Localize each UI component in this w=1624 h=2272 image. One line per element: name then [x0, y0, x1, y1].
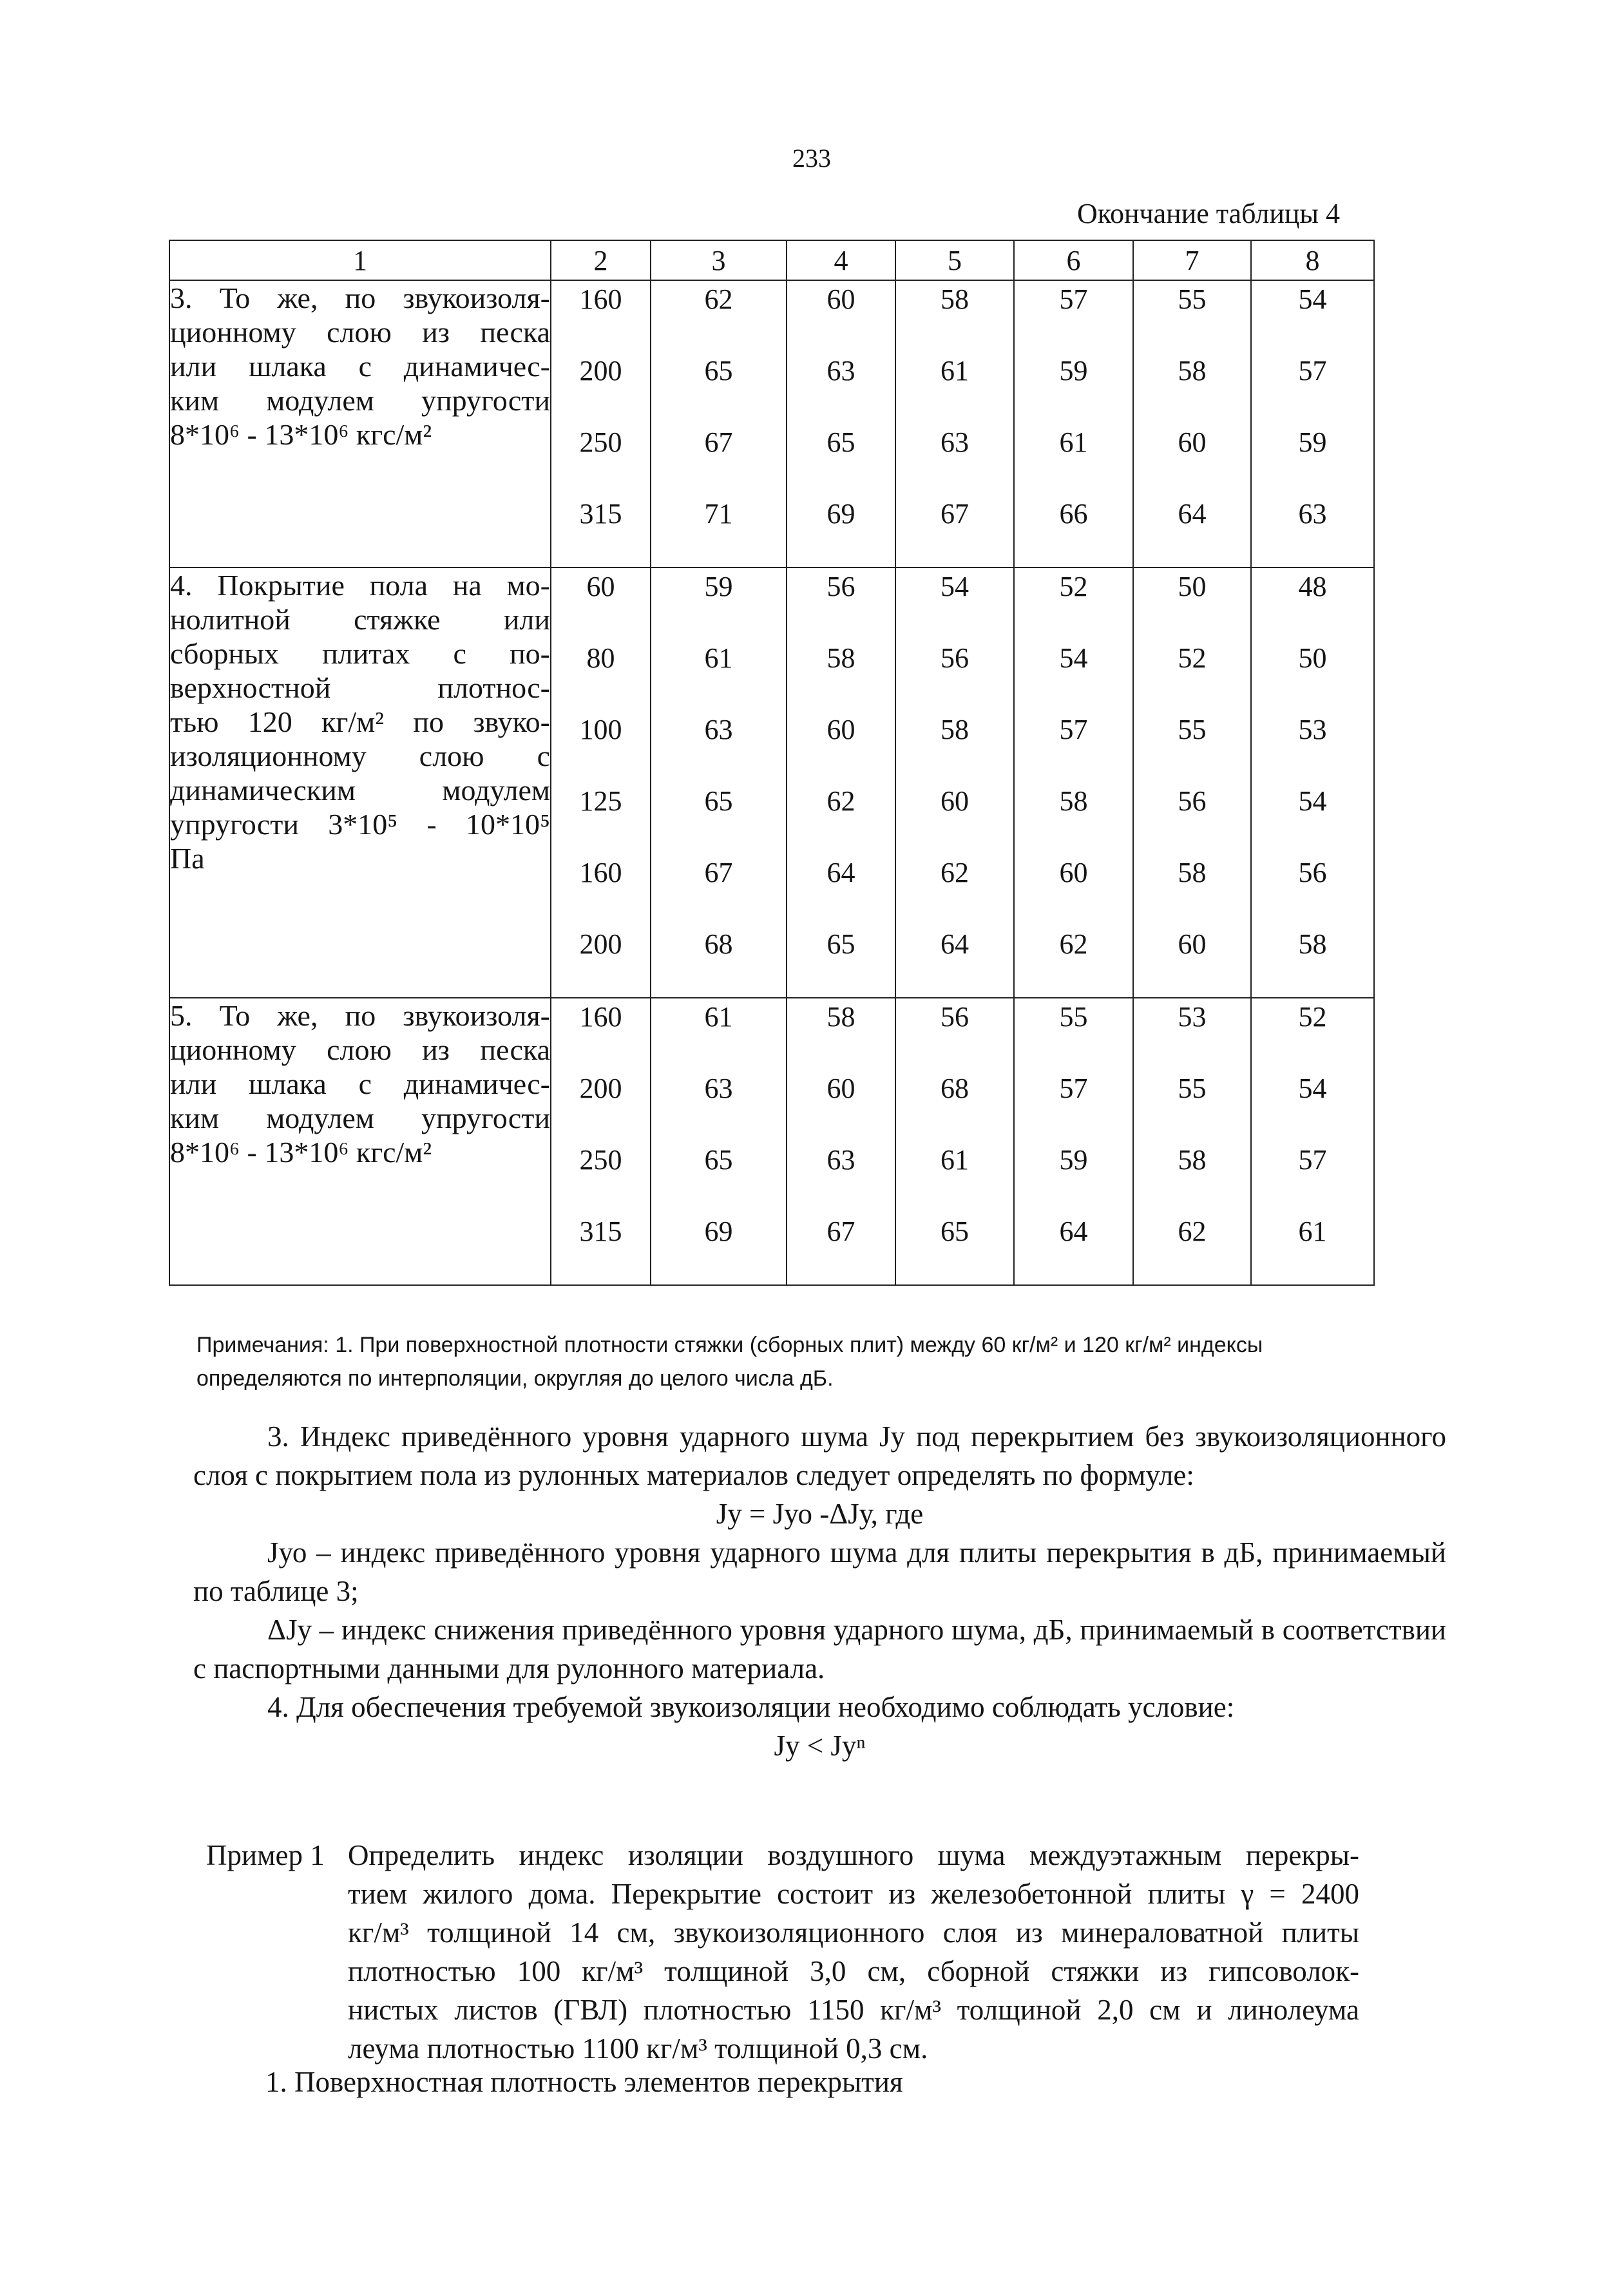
table-cell: 56 [941, 642, 969, 674]
table-cell: 58 [1298, 928, 1327, 960]
description-line: ким модулем упругости [170, 384, 550, 417]
description-line: 3. То же, по звукоизоля- [170, 282, 550, 314]
table-cell: 66 [1059, 498, 1088, 530]
table-cell: 50 [1178, 571, 1207, 602]
table-cell: 53 [1298, 714, 1327, 745]
description-line: 8*10⁶ - 13*10⁶ кгс/м² [170, 418, 432, 451]
example-body [206, 1875, 1359, 2068]
table-cell: 54 [941, 571, 969, 602]
table-cell: 69 [826, 498, 855, 530]
table-cell: 57 [1298, 355, 1327, 387]
data-table [169, 240, 1375, 1286]
table-cell: 200 [579, 928, 622, 960]
table-cell: 58 [941, 714, 969, 745]
row-description [169, 568, 551, 998]
example-label: Пример 1 [206, 1839, 325, 1871]
table-cell: 57 [1298, 1144, 1327, 1176]
table-cell: 80 [586, 642, 615, 674]
notes-line-1: Примечания: 1. При поверхностной плотности стяжки (сборных плит) между 60 кг/м² и 120 кг/м² индексы [196, 1333, 1263, 1357]
column-header: 3 [651, 240, 787, 280]
table-cell: 58 [1178, 857, 1207, 888]
table-cell: 65 [826, 928, 855, 960]
value-column [895, 280, 1014, 568]
page-number: 233 [792, 144, 831, 173]
table-notes [196, 1328, 1446, 1395]
table-cell: 100 [579, 714, 622, 745]
column-header: 1 [169, 240, 551, 280]
table-cell: 57 [1059, 283, 1088, 315]
table-cell: 60 [826, 1073, 855, 1104]
table-cell: 64 [1178, 498, 1207, 530]
table-cell: 58 [1178, 1144, 1207, 1176]
description-line: ционному слою из песка [170, 316, 550, 348]
table-cell: 63 [1298, 498, 1327, 530]
table-cell: 62 [941, 857, 969, 888]
table-cell: 57 [1059, 1073, 1088, 1104]
example-line: плотностью 100 кг/м³ толщиной 3,0 см, сборной стяжки из гипсоволок- [348, 1955, 1359, 1987]
table-cell: 63 [704, 714, 733, 745]
value-column [1251, 280, 1374, 568]
value-column [651, 280, 787, 568]
table-cell: 52 [1178, 642, 1207, 674]
example-line: нистых листов (ГВЛ) плотностью 1150 кг/м³ толщиной 2,0 см и линолеума [348, 1994, 1359, 2026]
table-cell: 63 [941, 426, 969, 458]
table-cell: 58 [1059, 785, 1088, 817]
value-column [651, 998, 787, 1285]
description-line: 5. То же, по звукоизоля- [170, 999, 550, 1032]
table-cell: 61 [1059, 426, 1088, 458]
value-column [787, 998, 895, 1285]
table-cell: 53 [1178, 1001, 1207, 1033]
table-cell: 67 [704, 426, 733, 458]
table-cell: 58 [826, 1001, 855, 1033]
column-header: 8 [1251, 240, 1374, 280]
column-header: 6 [1014, 240, 1133, 280]
value-column [787, 568, 895, 998]
table-cell: 61 [941, 1144, 969, 1176]
table-cell: 160 [579, 283, 622, 315]
table-cell: 55 [1059, 1001, 1088, 1033]
table-cell: 60 [1178, 928, 1207, 960]
table-cell: 52 [1059, 571, 1088, 602]
table-cell: 71 [704, 498, 733, 530]
table-cell: 62 [704, 283, 733, 315]
table-cell: 56 [1178, 785, 1207, 817]
description-line: нолитной стяжке или [170, 603, 550, 636]
formula-1: Jу = Jуо -ΔJу, где [716, 1498, 924, 1530]
table-cell: 160 [579, 857, 622, 888]
table-cell: 69 [704, 1216, 733, 1247]
table-cell: 60 [1059, 857, 1088, 888]
table-cell: 52 [1298, 1001, 1327, 1033]
description-line: ционному слою из песка [170, 1033, 550, 1066]
value-column [895, 568, 1014, 998]
example-line: леума плотностью 1100 кг/м³ толщиной 0,3 см. [348, 2032, 928, 2065]
description-line: 8*10⁶ - 13*10⁶ кгс/м² [170, 1136, 432, 1169]
table-cell: 54 [1298, 785, 1327, 817]
table-cell: 67 [826, 1216, 855, 1247]
table-cell: 64 [941, 928, 969, 960]
value-column [1014, 998, 1133, 1285]
table-caption: Окончание таблицы 4 [1077, 198, 1340, 229]
table-row [169, 568, 1374, 998]
table-cell: 60 [826, 283, 855, 315]
description-line: ким модулем упругости [170, 1102, 550, 1134]
description-line: верхностной плотнос- [170, 671, 550, 704]
table-cell: 56 [941, 1001, 969, 1033]
table-cell: 62 [1059, 928, 1088, 960]
table-cell: 67 [941, 498, 969, 530]
notes-line-2: определяются по интерполяции, округляя до целого числа дБ. [196, 1366, 834, 1391]
value-column [1133, 568, 1251, 998]
table-cell: 62 [1178, 1216, 1207, 1247]
table-cell: 55 [1178, 1073, 1207, 1104]
table-cell: 63 [826, 1144, 855, 1176]
table-cell: 54 [1298, 283, 1327, 315]
paragraph-3: 3. Индекс приведённого уровня ударного шума Jу под перекрытием без звукоизоляционного слоя с покрытием пола из рулонных материалов следует определять по формуле: [193, 1420, 1446, 1491]
description-line: 4. Покрытие пола на мо- [170, 569, 550, 602]
table-cell: 63 [826, 355, 855, 387]
table-cell: 65 [704, 355, 733, 387]
table-container [169, 240, 1375, 1286]
table-cell: 56 [826, 571, 855, 602]
body-text [193, 1417, 1446, 1765]
definition-jyo: Jуо – индекс приведённого уровня ударного шума для плиты перекрытия в дБ, принимаемый по таблице 3; [193, 1536, 1446, 1607]
example-line: тием жилого дома. Перекрытие состоит из железобетонной плиты γ = 2400 [348, 1878, 1359, 1910]
table-cell: 50 [1298, 642, 1327, 674]
table-cell: 61 [704, 642, 733, 674]
table-cell: 61 [1298, 1216, 1327, 1247]
table-row [169, 998, 1374, 1285]
example-1 [206, 1836, 1359, 2068]
table-cell: 315 [579, 1216, 622, 1247]
table-cell: 61 [941, 355, 969, 387]
value-column [1251, 568, 1374, 998]
description-line: или шлака с динамичес- [170, 1067, 550, 1100]
description-line: сборных плитах с по- [170, 637, 550, 670]
description-line: упругости 3*10⁵ - 10*10⁵ [170, 808, 550, 841]
value-column [551, 568, 651, 998]
description-line: или шлака с динамичес- [170, 350, 550, 383]
table-cell: 54 [1059, 642, 1088, 674]
table-cell: 250 [579, 1144, 622, 1176]
example-line: Определить индекс изоляции воздушного шума междуэтажным перекры- [348, 1839, 1359, 1871]
table-cell: 63 [704, 1073, 733, 1104]
column-header: 2 [551, 240, 651, 280]
step-1: 1. Поверхностная плотность элементов перекрытия [265, 2066, 903, 2098]
table-cell: 60 [941, 785, 969, 817]
table-cell: 58 [941, 283, 969, 315]
paragraph-4: 4. Для обеспечения требуемой звукоизоляции необходимо соблюдать условие: [267, 1691, 1235, 1723]
table-cell: 60 [1178, 426, 1207, 458]
table-cell: 61 [704, 1001, 733, 1033]
table-cell: 58 [826, 642, 855, 674]
column-header: 7 [1133, 240, 1251, 280]
description-line: Па [170, 842, 205, 875]
value-column [651, 568, 787, 998]
table-cell: 68 [704, 928, 733, 960]
table-cell: 59 [704, 571, 733, 602]
value-column [787, 280, 895, 568]
value-column [1014, 280, 1133, 568]
value-column [1014, 568, 1133, 998]
table-cell: 54 [1298, 1073, 1327, 1104]
table-cell: 125 [579, 785, 622, 817]
table-cell: 59 [1059, 1144, 1088, 1176]
value-column [1133, 280, 1251, 568]
table-cell: 64 [826, 857, 855, 888]
table-cell: 55 [1178, 283, 1207, 315]
table-cell: 57 [1059, 714, 1088, 745]
table-cell: 48 [1298, 571, 1327, 602]
table-cell: 58 [1178, 355, 1207, 387]
table-cell: 65 [826, 426, 855, 458]
column-header: 4 [787, 240, 895, 280]
table-cell: 250 [579, 426, 622, 458]
value-column [895, 998, 1014, 1285]
table-cell: 64 [1059, 1216, 1088, 1247]
table-cell: 55 [1178, 714, 1207, 745]
table-cell: 68 [941, 1073, 969, 1104]
table-cell: 315 [579, 498, 622, 530]
value-column [551, 280, 651, 568]
table-cell: 65 [704, 1144, 733, 1176]
example-line: кг/м³ толщиной 14 см, звукоизоляционного слоя из минераловатной плиты [348, 1916, 1359, 1949]
table-cell: 62 [826, 785, 855, 817]
table-cell: 160 [579, 1001, 622, 1033]
table-cell: 59 [1059, 355, 1088, 387]
description-line: динамическим модулем [170, 774, 550, 807]
column-header: 5 [895, 240, 1014, 280]
table-cell: 65 [941, 1216, 969, 1247]
table-cell: 200 [579, 1073, 622, 1104]
table-cell: 200 [579, 355, 622, 387]
table-cell: 67 [704, 857, 733, 888]
table-cell: 59 [1298, 426, 1327, 458]
table-header-row [169, 240, 1374, 280]
table-cell: 60 [826, 714, 855, 745]
formula-2: Jу < Jуⁿ [774, 1730, 866, 1762]
value-column [551, 998, 651, 1285]
description-line: изоляционному слою с [170, 740, 550, 772]
table-row [169, 280, 1374, 568]
table-cell: 65 [704, 785, 733, 817]
table-cell: 60 [586, 571, 615, 602]
table-cell: 56 [1298, 857, 1327, 888]
value-column [1133, 998, 1251, 1285]
row-description [169, 998, 551, 1285]
description-line: тью 120 кг/м² по звуко- [170, 705, 550, 738]
definition-delta-jy: ΔJу – индекс снижения приведённого уровня ударного шума, дБ, принимаемый в соответствии с паспортными данными для рулонного материала. [193, 1614, 1446, 1685]
value-column [1251, 998, 1374, 1285]
row-description [169, 280, 551, 568]
